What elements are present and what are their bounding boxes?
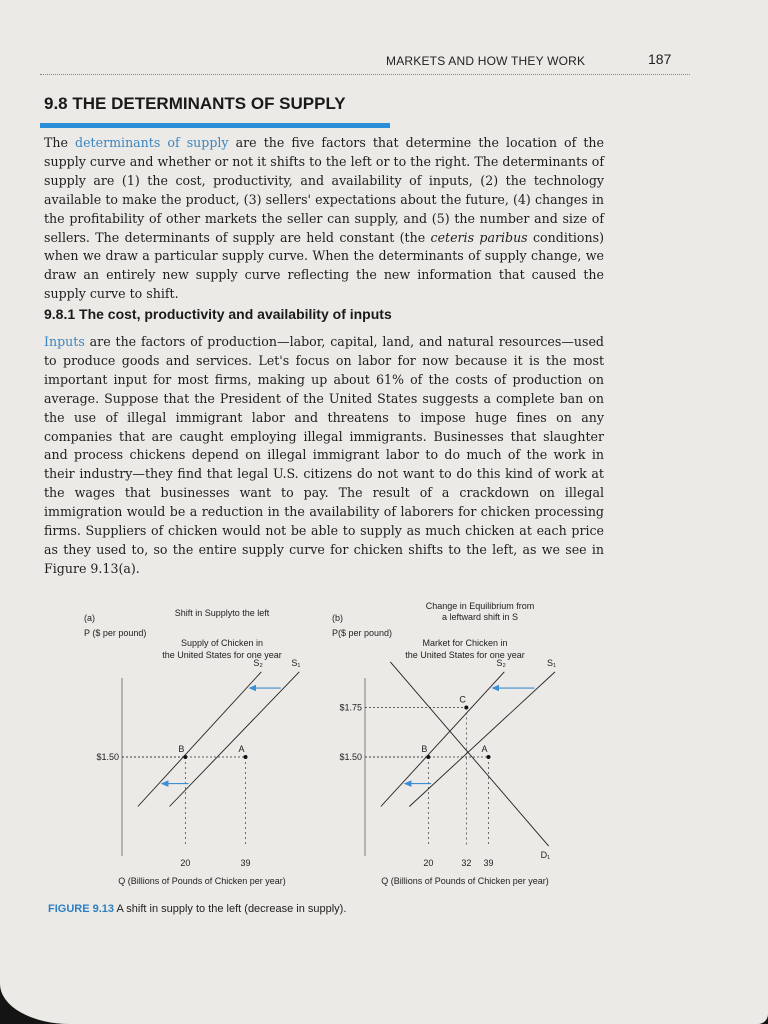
chart-subtitle-a: the United States for one year xyxy=(162,650,282,660)
chart-title-a: Shift in Supplyto the left xyxy=(174,608,270,618)
x-tick-label-a: 20 xyxy=(180,858,191,868)
y-axis-label-b: P($ per pound) xyxy=(332,628,393,638)
key-term: Inputs xyxy=(44,334,85,349)
paragraph-text: conditions) when we draw a particular supply curve. When the determinants of supply change, we draw an entirely new supply curve reflecting the new information that caused the supply curve to shift. xyxy=(44,229,604,302)
series-label-a-0: S₂ xyxy=(253,657,263,668)
point-A-a xyxy=(244,755,248,759)
y-tick-label-a: $1.50 xyxy=(96,752,119,762)
paragraph-text: are the five factors that determine the location of the supply curve and whether or not it shifts to the left or to the right. The determinants of supply are (1) the cost, productivity, and availability of inputs, (2) the technology available to make the product, (3) sellers' expectations about the future, (4) changes in the profitability of other markets the seller can supply, and (5) the number and size of sellers. The determinants of supply are held constant (the xyxy=(44,135,604,245)
chart-subtitle-b: the United States for one year xyxy=(405,650,525,660)
key-term: determinants of supply xyxy=(75,135,229,150)
chart-title-b: a leftward shift in S xyxy=(441,612,519,622)
point-label-A-b: A xyxy=(481,744,488,754)
running-head: MARKETS AND HOW THEY WORK xyxy=(386,54,586,68)
series-label-b-2: D₁ xyxy=(540,850,551,861)
italic-term: ceteris paribus xyxy=(430,229,528,245)
section-title: 9.8 THE DETERMINANTS OF SUPPLY xyxy=(44,94,346,113)
series-label-b-1: S₁ xyxy=(547,657,557,668)
x-tick-label-b: 20 xyxy=(423,858,434,868)
paragraph-text: The xyxy=(44,135,76,150)
panel-label-b: (b) xyxy=(332,613,343,623)
figure-9-13 xyxy=(80,598,580,893)
point-label-B-a: B xyxy=(178,744,185,754)
series-line-b-0 xyxy=(381,672,505,807)
point-label-B-b: B xyxy=(421,744,428,754)
chart-subtitle-b: Market for Chicken in xyxy=(422,638,508,648)
chart-subtitle-a: Supply of Chicken in xyxy=(180,638,264,648)
page-number: 187 xyxy=(648,51,672,67)
section-title-underline xyxy=(40,123,390,128)
paragraph-determinants xyxy=(44,134,604,304)
point-label-C-b: C xyxy=(459,694,466,705)
panel-label-a: (a) xyxy=(84,613,95,623)
series-line-a-0 xyxy=(138,672,261,807)
x-axis-label-b: Q (Billions of Pounds of Chicken per year) xyxy=(381,876,549,886)
figure-caption-text: A shift in supply to the left (decrease in supply). xyxy=(114,903,347,915)
point-C-b xyxy=(464,706,468,710)
y-axis-label-a: P ($ per pound) xyxy=(84,628,147,638)
y-tick-label-b: $1.75 xyxy=(339,702,362,713)
paragraph-text: are the factors of production—labor, capital, land, and natural resources—used to produce goods and services. Let's focus on labor for now because it is the most important input for most firms, making up about 61% of the costs of production on average. Suppose that the President of the United States suggests a complete ban on the use of illegal immigrant labor and threatens to impose huge fines on any companies that are caught employing illegal immigrants. Businesses that slaughter and process chickens depend on illegal immigrant labor to do much of the work in their industry—they find that legal U.S. citizens do not want to do this kind of work at the wages that businesses want to pay. The result of a crackdown on illegal immigration would be a reduction in the availability of laborers for chicken processing firms. Suppliers of chicken would not be able to supply as much chicken at each price as they used to, so the entire supply curve for chicken shifts to the left, as we see in Figure 9.13(a). xyxy=(44,334,604,576)
chart-title-b: Change in Equilibrium from xyxy=(425,601,535,611)
figure-label: FIGURE 9.13 xyxy=(48,903,115,915)
series-line-b-1 xyxy=(409,672,555,807)
series-line-a-1 xyxy=(170,672,300,807)
subsection-title: 9.8.1 The cost, productivity and availability of inputs xyxy=(44,306,392,322)
x-tick-label-b: 39 xyxy=(483,858,494,868)
series-line-b-2 xyxy=(390,662,548,846)
x-tick-label-a: 39 xyxy=(240,858,251,868)
y-tick-label-b: $1.50 xyxy=(339,752,362,762)
point-A-b xyxy=(487,755,491,759)
series-label-a-1: S₁ xyxy=(291,657,301,668)
series-label-b-0: S₂ xyxy=(496,657,506,668)
header-rule xyxy=(40,74,690,75)
x-tick-label-b: 32 xyxy=(461,858,472,868)
paragraph-inputs xyxy=(44,333,604,579)
figure-caption xyxy=(48,903,346,915)
x-axis-label-a: Q (Billions of Pounds of Chicken per year) xyxy=(118,876,286,886)
point-label-A-a: A xyxy=(238,744,245,754)
